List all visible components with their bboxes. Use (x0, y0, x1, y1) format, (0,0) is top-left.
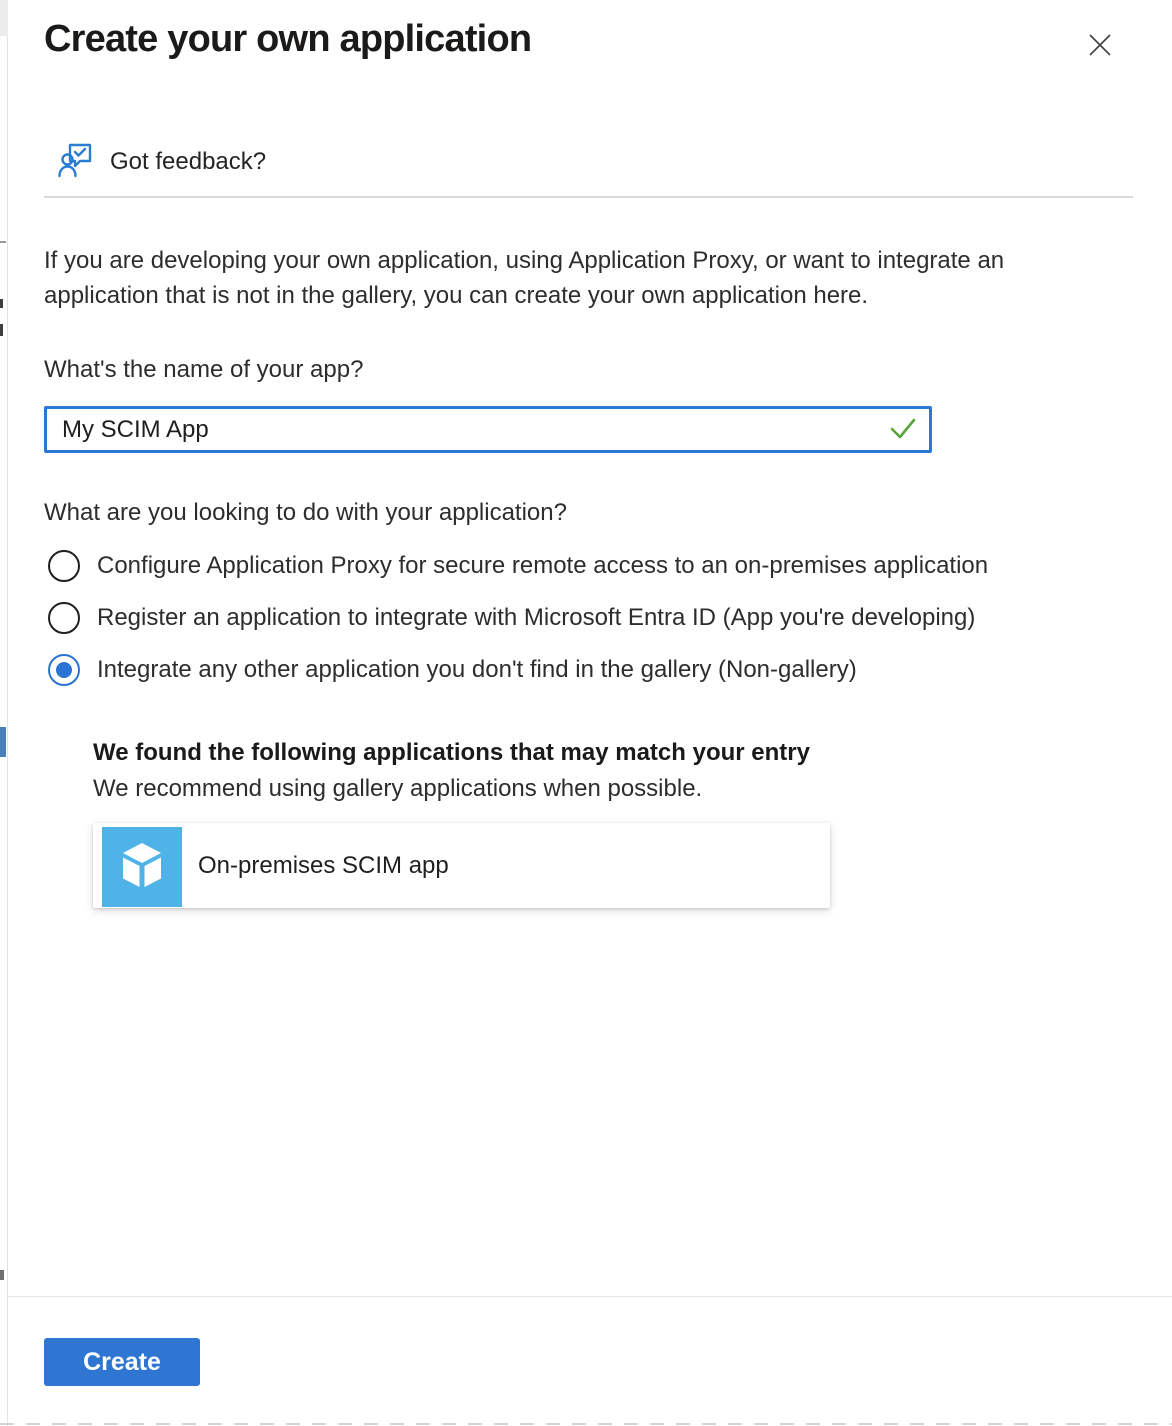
intro-paragraph: If you are developing your own application, using Application Proxy, or want to integrate an application that is not in the gallery, you can create your own application here. (44, 247, 1005, 309)
create-application-panel (8, 0, 1172, 1426)
footer-divider (8, 1296, 1172, 1297)
background-page-sliver (0, 0, 8, 1426)
suggestions-heading: We found the following applications that may match your entry (93, 739, 810, 766)
app-name-label: What's the name of your app? (44, 356, 364, 383)
got-feedback-link[interactable] (58, 143, 266, 181)
close-icon (1087, 32, 1113, 61)
background-text-fragment (0, 241, 6, 243)
app-tile (102, 827, 182, 907)
header-divider (44, 196, 1133, 198)
page-title: Create your own application (44, 18, 532, 60)
app-name-field-wrap (44, 406, 932, 453)
radio-button-icon (48, 602, 80, 634)
radio-option-label: Register an application to integrate with Microsoft Entra ID (App you're developing) (97, 604, 976, 631)
close-button[interactable] (1084, 30, 1116, 62)
got-feedback-label: Got feedback? (110, 148, 267, 175)
radio-button-icon (48, 550, 80, 582)
radio-option-label: Integrate any other application you don't find in the gallery (Non-gallery) (97, 656, 857, 683)
background-corner-patch (0, 0, 8, 36)
radio-option-non-gallery[interactable] (48, 654, 857, 686)
radio-option-label: Configure Application Proxy for secure remote access to an on-premises application (97, 552, 989, 579)
radio-option-app-proxy[interactable] (48, 550, 988, 582)
background-text-fragment (0, 324, 3, 336)
radio-button-icon-selected (48, 654, 80, 686)
suggestions-subheading: We recommend using gallery applications when possible. (93, 775, 703, 802)
suggested-app-name: On-premises SCIM app (198, 851, 449, 879)
background-blue-element (0, 727, 6, 757)
cube-icon (119, 840, 165, 895)
radio-option-app-registration[interactable] (48, 602, 975, 634)
purpose-question-label: What are you looking to do with your application? (44, 499, 567, 526)
background-text-fragment (0, 1270, 4, 1280)
background-text-fragment (0, 299, 3, 308)
suggested-app-card[interactable] (93, 823, 830, 908)
screen-bottom-artifact (0, 1423, 1172, 1425)
app-name-input[interactable] (44, 406, 932, 453)
create-button[interactable]: Create (44, 1338, 200, 1386)
feedback-icon (58, 141, 94, 184)
